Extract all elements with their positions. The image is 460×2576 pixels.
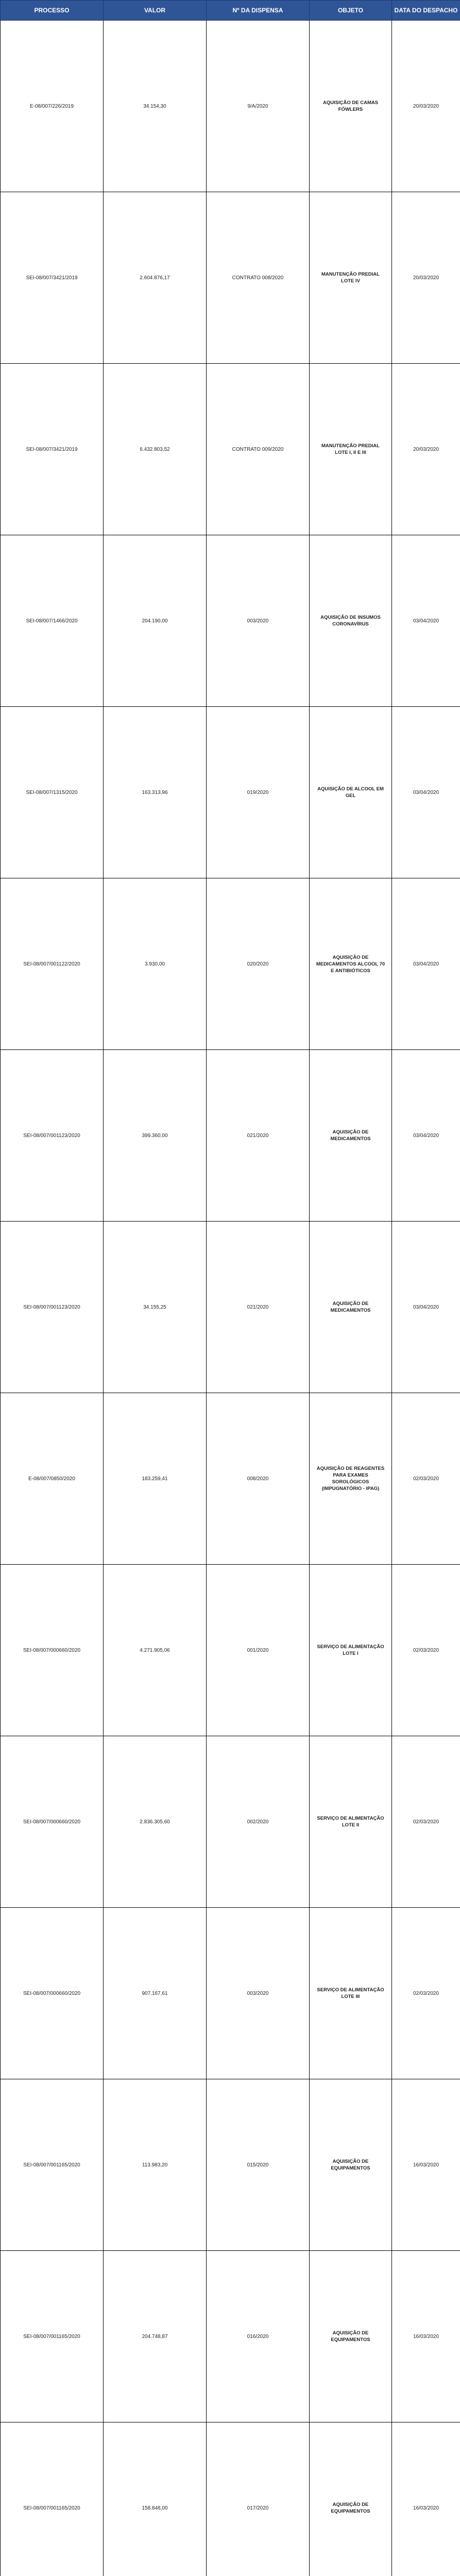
cell-data: 20/03/2020 <box>392 364 460 535</box>
cell-objeto: AQUISIÇÃO DE MEDICAMENTOS <box>310 1222 392 1393</box>
cell-data: 02/03/2020 <box>392 1393 460 1565</box>
table-row <box>1 1736 460 1908</box>
cell-processo: SEI-08/007/001123/2020 <box>1 1222 104 1393</box>
cell-valor: 163.313,96 <box>104 707 207 878</box>
cell-objeto: AQUISIÇÃO DE INSUMOS CORONAVÍRUS <box>310 535 392 707</box>
cell-objeto: AQUISIÇÃO DE EQUIPAMENTOS <box>310 2422 392 2576</box>
cell-processo: SEI-08/007/001165/2020 <box>1 2079 104 2251</box>
cell-data: 03/04/2020 <box>392 535 460 707</box>
table-row <box>1 1050 460 1222</box>
header-valor: VALOR <box>104 1 207 21</box>
cell-dispensa: 021/2020 <box>207 1222 310 1393</box>
table-body <box>1 21 460 2576</box>
cell-valor: 2.836.305,60 <box>104 1736 207 1908</box>
cell-data: 02/03/2020 <box>392 1908 460 2079</box>
cell-valor: 204.190,00 <box>104 535 207 707</box>
table-row <box>1 1565 460 1736</box>
table-row <box>1 878 460 1050</box>
cell-processo: SEI-08/007/000660/2020 <box>1 1565 104 1736</box>
cell-dispensa: 9/A/2020 <box>207 21 310 192</box>
cell-dispensa: 008/2020 <box>207 1393 310 1565</box>
cell-processo: SEI-08/007/000660/2020 <box>1 1736 104 1908</box>
cell-data: 16/03/2020 <box>392 2251 460 2422</box>
cell-processo: SEI-08/007/1466/2020 <box>1 535 104 707</box>
cell-dispensa: 002/2020 <box>207 1736 310 1908</box>
cell-dispensa: 020/2020 <box>207 878 310 1050</box>
cell-valor: 907.167,61 <box>104 1908 207 2079</box>
cell-dispensa: CONTRATO 008/2020 <box>207 192 310 364</box>
cell-data: 20/03/2020 <box>392 192 460 364</box>
cell-processo: SEI-08/007/001165/2020 <box>1 2251 104 2422</box>
cell-objeto: MANUTENÇÃO PREDIAL LOTE I, II E III <box>310 364 392 535</box>
cell-objeto: AQUISIÇÃO DE EQUIPAMENTOS <box>310 2079 392 2251</box>
cell-valor: 158.848,00 <box>104 2422 207 2576</box>
cell-valor: 204.748,87 <box>104 2251 207 2422</box>
header-processo: PROCESSO <box>1 1 104 21</box>
cell-data: 03/04/2020 <box>392 878 460 1050</box>
table-row <box>1 364 460 535</box>
cell-processo: SEI-08/007/000660/2020 <box>1 1908 104 2079</box>
cell-objeto: MANUTENÇÃO PREDIAL LOTE IV <box>310 192 392 364</box>
cell-processo: SEI-08/007/3421/2019 <box>1 192 104 364</box>
cell-objeto: AQUISIÇÃO DE MEDICAMENTOS <box>310 1050 392 1222</box>
table-row <box>1 21 460 192</box>
table-header <box>1 1 460 21</box>
cell-data: 03/04/2020 <box>392 1222 460 1393</box>
cell-valor: 3.930,00 <box>104 878 207 1050</box>
cell-objeto: AQUISIÇÃO DE MEDICAMENTOS ALCOOL 70 E ANTIBIÓTICOS <box>310 878 392 1050</box>
cell-valor: 399.360,00 <box>104 1050 207 1222</box>
cell-data: 20/03/2020 <box>392 21 460 192</box>
cell-processo: SEI-08/007/3421/2019 <box>1 364 104 535</box>
cell-valor: 34.155,25 <box>104 1222 207 1393</box>
cell-objeto: AQUISIÇÃO DE ALCOOL EM GEL <box>310 707 392 878</box>
cell-processo: E-08/007/0850/2020 <box>1 1393 104 1565</box>
table-row <box>1 2251 460 2422</box>
cell-processo: SEI-08/007/001122/2020 <box>1 878 104 1050</box>
cell-valor: 183.259,41 <box>104 1393 207 1565</box>
cell-processo: SEI-08/007/001123/2020 <box>1 1050 104 1222</box>
cell-valor: 4.271.905,06 <box>104 1565 207 1736</box>
header-objeto: OBJETO <box>310 1 392 21</box>
cell-objeto: SERVIÇO DE ALIMENTAÇÃO LOTE II <box>310 1736 392 1908</box>
header-data: DATA DO DESPACHO <box>392 1 460 21</box>
cell-objeto: AQUISIÇÃO DE CAMAS FÓWLERS <box>310 21 392 192</box>
table-row <box>1 1222 460 1393</box>
table-row <box>1 192 460 364</box>
table-row <box>1 2422 460 2576</box>
cell-objeto: AQUISIÇÃO DE EQUIPAMENTOS <box>310 2251 392 2422</box>
table-row <box>1 707 460 878</box>
cell-dispensa: 021/2020 <box>207 1050 310 1222</box>
cell-dispensa: 016/2020 <box>207 2251 310 2422</box>
cell-valor: 34.154,30 <box>104 21 207 192</box>
cell-data: 16/03/2020 <box>392 2079 460 2251</box>
cell-dispensa: 017/2020 <box>207 2422 310 2576</box>
cell-objeto: SERVIÇO DE ALIMENTAÇÃO LOTE III <box>310 1908 392 2079</box>
cell-valor: 113.983,20 <box>104 2079 207 2251</box>
header-dispensa: Nº DA DISPENSA <box>207 1 310 21</box>
cell-data: 03/04/2020 <box>392 707 460 878</box>
cell-data: 02/03/2020 <box>392 1565 460 1736</box>
cell-dispensa: 003/2020 <box>207 1908 310 2079</box>
cell-dispensa: 001/2020 <box>207 1565 310 1736</box>
cell-dispensa: 019/2020 <box>207 707 310 878</box>
cell-processo: E-08/007/226/2019 <box>1 21 104 192</box>
cell-processo: SEI-08/007/1315/2020 <box>1 707 104 878</box>
cell-data: 16/03/2020 <box>392 2422 460 2576</box>
header-row <box>1 1 460 21</box>
cell-dispensa: 015/2020 <box>207 2079 310 2251</box>
cell-dispensa: CONTRATO 009/2020 <box>207 364 310 535</box>
cell-valor: 2.604.876,17 <box>104 192 207 364</box>
cell-objeto: AQUISIÇÃO DE REAGENTES PARA EXAMES SOROLÓGICOS (IMPUGNATÓRIO - IPAG) <box>310 1393 392 1565</box>
table-row <box>1 1908 460 2079</box>
cell-processo: SEI-08/007/001165/2020 <box>1 2422 104 2576</box>
table-row <box>1 535 460 707</box>
cell-dispensa: 003/2020 <box>207 535 310 707</box>
cell-data: 02/03/2020 <box>392 1736 460 1908</box>
cell-objeto: SERVIÇO DE ALIMENTAÇÃO LOTE I <box>310 1565 392 1736</box>
table-row <box>1 2079 460 2251</box>
table-row <box>1 1393 460 1565</box>
cell-valor: 6.432.803,52 <box>104 364 207 535</box>
cell-data: 03/04/2020 <box>392 1050 460 1222</box>
